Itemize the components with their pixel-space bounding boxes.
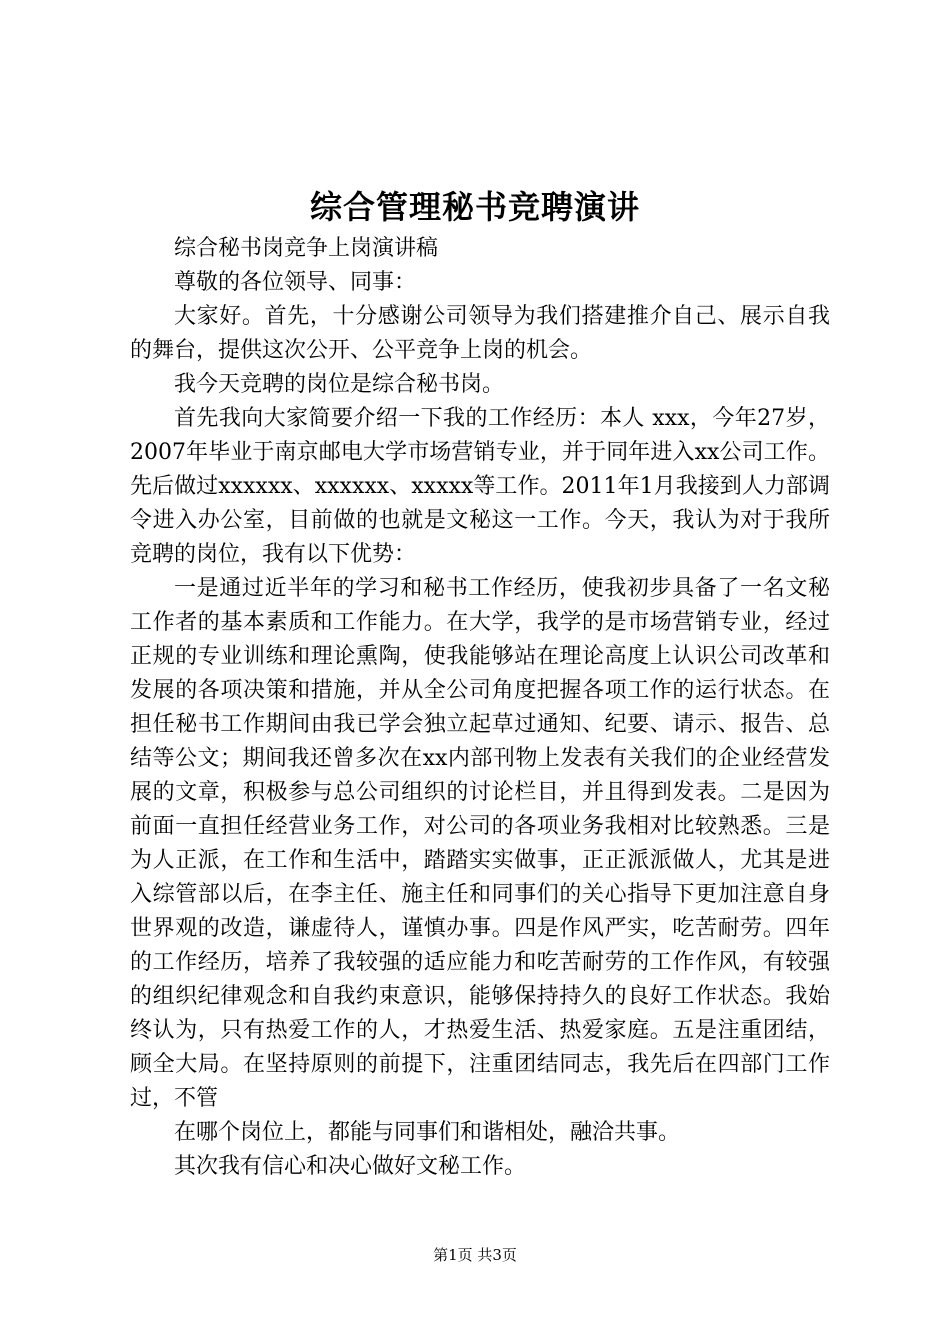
paragraph-advantages: 一是通过近半年的学习和秘书工作经历，使我初步具备了一名文秘工作者的基本素质和工作能力。在大学，我学的是市场营销专业，经过正规的专业训练和理论熏陶，使我能够站在理论高度上认识公司改革和发展的各项决策和措施，并从全公司角度把握各项工作的运行状态。在担任秘书工作期间由我已学会独立起草过通知、纪要、请示、报告、总结等公文；期间我还曾多次在xx内部刊物上发表有关我们的企业经营发展的文章，积极参与总公司组织的讨论栏目，并且得到发表。二是因为前面一直担任经营业务工作，对公司的各项业务我相对比较熟悉。三是为人正派，在工作和生活中，踏踏实实做事，正正派派做人，尤其是进入综管部以后，在李主任、施主任和同事们的关心指导下更加注意自身世界观的改造，谦虚待人，谨慎办事。四是作风严实，吃苦耐劳。四年的工作经历，培养了我较强的适应能力和吃苦耐劳的工作作风，有较强的组织纪律观念和自我约束意识，能够保持持久的良好工作状态。我始终认为，只有热爱工作的人，才热爱生活、热爱家庭。五是注重团结，顾全大局。在坚持原则的前提下，注重团结同志，我先后在四部门工作过，不管: [130, 576, 830, 1111]
page-number: 第1页 共3页: [433, 1246, 517, 1264]
paragraph-position: 我今天竞聘的岗位是综合秘书岗。: [174, 372, 505, 397]
document-body: [130, 232, 830, 1184]
document-title: 综合管理秘书竞聘演讲: [309, 188, 640, 226]
paragraph-greeting: 大家好。首先，十分感谢公司领导为我们搭建推介自己、展示自我的舞台，提供这次公开、公平竞争上岗的机会。: [130, 304, 830, 363]
paragraph-experience: 首先我向大家简要介绍一下我的工作经历：本人 xxx，今年27岁，2007年毕业于南京邮电大学市场营销专业，并于同年进入xx公司工作。先后做过xxxxxx、xxxxxx、xxxxx等工作。2011年1月我接到人力部调令进入办公室，目前做的也就是文秘这一工作。今天，我认为对于我所竞聘的岗位，我有以下优势：: [130, 406, 830, 567]
paragraph-salutation: 尊敬的各位领导、同事：: [174, 270, 417, 295]
paragraph-continuation: 在哪个岗位上，都能与同事们和谐相处，融洽共事。: [174, 1120, 681, 1145]
paragraph-confidence: 其次我有信心和决心做好文秘工作。: [174, 1154, 527, 1179]
paragraph-subtitle: 综合秘书岗竞争上岗演讲稿: [174, 236, 439, 261]
